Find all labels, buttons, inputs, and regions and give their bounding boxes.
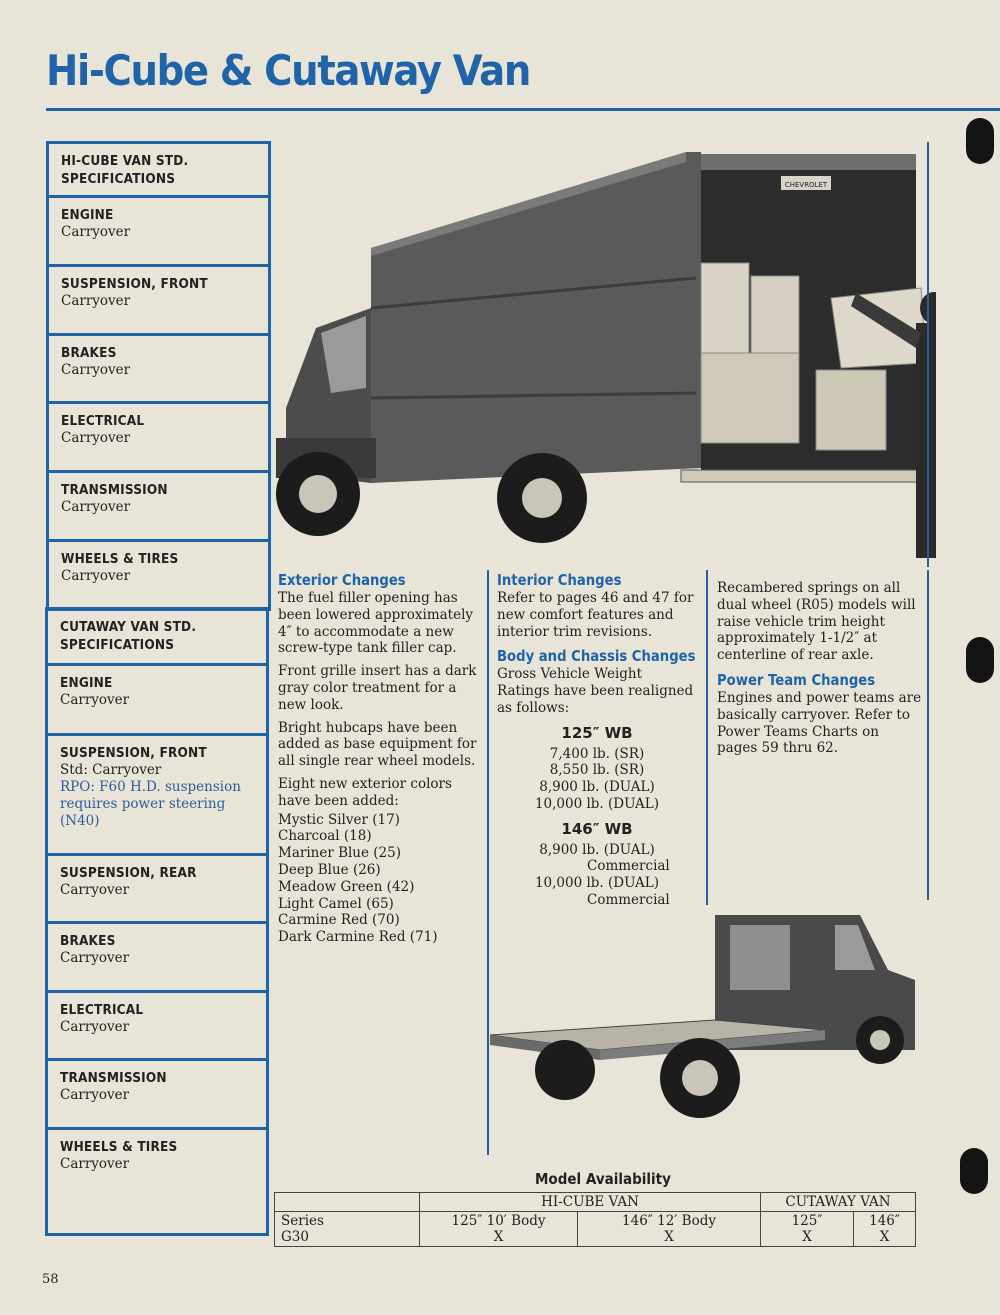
column-rule <box>927 570 929 900</box>
table-cell: HI-CUBE VAN <box>420 1193 761 1212</box>
spec-heading: ELECTRICAL <box>61 413 145 429</box>
page-number: 58 <box>42 1272 59 1287</box>
spec-wheels-tires <box>48 1127 269 1233</box>
column-rule <box>706 570 708 905</box>
binder-hole <box>960 1148 988 1194</box>
hicube-spec-list <box>46 141 271 611</box>
spec-heading: CUTAWAY VAN STD. SPECIFICATIONS <box>60 619 197 653</box>
spec-value: Carryover <box>61 224 131 240</box>
spec-value: Carryover <box>61 362 131 378</box>
color-item: Mariner Blue (25) <box>278 845 401 862</box>
exterior-text: Eight new exterior colors have been added: <box>278 775 452 809</box>
table-row <box>275 1212 916 1247</box>
column-label: 146″ <box>869 1213 900 1229</box>
table-cell <box>420 1212 578 1247</box>
spec-electrical <box>49 401 271 470</box>
exterior-text: Front grille insert has a dark gray color treatment for a new look. <box>278 663 477 713</box>
availability-mark: X <box>879 1229 890 1245</box>
column-rule <box>487 570 489 1155</box>
exterior-heading: Exterior Changes <box>278 571 406 589</box>
column-label: 125″ 10′ Body <box>451 1213 546 1229</box>
spec-transmission <box>49 470 271 539</box>
color-item: Dark Carmine Red (71) <box>278 929 438 946</box>
binder-hole <box>966 637 994 683</box>
spec-heading: SUSPENSION, REAR <box>60 865 197 881</box>
spec-heading: TRANSMISSION <box>60 1070 167 1086</box>
springs-text: Recambered springs on all dual wheel (R05) models will raise vehicle trim height approximately 1-1/2″ at centerline of rear axle. <box>717 580 916 664</box>
column-rule <box>927 142 929 567</box>
wb125-heading: 125″ WB <box>561 723 633 742</box>
availability-mark: X <box>802 1229 812 1245</box>
spec-value: Carryover <box>60 1087 130 1103</box>
table-cell <box>275 1212 420 1247</box>
power-team-heading: Power Team Changes <box>717 670 876 689</box>
color-item: Light Camel (65) <box>278 895 394 912</box>
gvwr-item: 10,000 lb. (DUAL) <box>534 795 660 812</box>
spec-engine <box>49 195 271 264</box>
exterior-text: The fuel filler opening has been lowered approximately 4″ to accommodate a new screw-type tank filler cap. <box>278 590 474 657</box>
spec-transmission <box>48 1058 269 1127</box>
power-team-text: Engines and power teams are basically carryover. Refer to Power Teams Charts on pages 59 thru 62. <box>717 689 922 757</box>
color-item: Carmine Red (70) <box>278 912 400 929</box>
availability-title: Model Availability <box>535 1170 671 1188</box>
spec-value: Carryover <box>60 692 130 708</box>
interior-heading: Interior Changes <box>497 571 622 589</box>
color-item: Meadow Green (42) <box>278 878 415 895</box>
availability-mark: X <box>664 1229 674 1245</box>
spec-suspension-front <box>49 264 271 333</box>
interior-body-column <box>497 570 697 942</box>
spec-value: Carryover <box>61 430 131 446</box>
spec-header-box <box>48 607 269 663</box>
series-value: G30 <box>281 1229 309 1245</box>
spec-value: Carryover <box>60 950 130 966</box>
spec-brakes <box>49 333 271 401</box>
gvwr-item: 10,000 lb. (DUAL) <box>534 875 660 892</box>
spec-heading: SUSPENSION, FRONT <box>61 276 208 292</box>
spec-header-box <box>49 141 271 195</box>
table-cell <box>578 1212 761 1247</box>
spec-heading: ENGINE <box>61 207 114 223</box>
gvwr-note: Commercial <box>587 891 670 908</box>
right-column <box>717 580 922 763</box>
availability-table <box>274 1192 916 1247</box>
color-item: Deep Blue (26) <box>278 861 381 878</box>
spec-heading: WHEELS & TIRES <box>61 551 179 567</box>
spec-heading: BRAKES <box>60 933 116 949</box>
brand-plate-text: CHEVROLET <box>784 181 828 189</box>
exterior-changes-column <box>278 570 478 946</box>
spec-heading: BRAKES <box>61 345 117 361</box>
spec-value: Carryover <box>60 1156 130 1172</box>
spec-heading: WHEELS & TIRES <box>60 1139 178 1155</box>
spec-heading: HI-CUBE VAN STD. SPECIFICATIONS <box>61 153 189 187</box>
spec-heading: SUSPENSION, FRONT <box>60 745 207 761</box>
spec-heading: ELECTRICAL <box>60 1002 144 1018</box>
table-cell: CUTAWAY VAN <box>761 1193 916 1212</box>
gvwr-item: 8,900 lb. (DUAL) <box>539 779 655 796</box>
spec-value: Carryover <box>61 568 131 584</box>
spec-value: Carryover <box>60 1019 130 1035</box>
body-chassis-heading: Body and Chassis Changes <box>497 647 696 666</box>
table-cell <box>854 1212 916 1247</box>
spec-value: Carryover <box>61 499 131 515</box>
spec-rpo-note: RPO: F60 H.D. suspension requires power steering (N40) <box>60 779 241 829</box>
exterior-text: Bright hubcaps have been added as base equipment for all single rear wheel models. <box>278 719 477 770</box>
table-row <box>275 1193 916 1212</box>
series-label: Series <box>281 1213 324 1229</box>
binder-hole <box>966 118 994 164</box>
column-label: 146″ 12′ Body <box>622 1213 716 1229</box>
spec-value: Carryover <box>61 293 131 309</box>
availability-mark: X <box>493 1229 504 1245</box>
color-list <box>278 812 478 946</box>
body-chassis-text: Gross Vehicle Weight Ratings have been realigned as follows: <box>497 666 694 716</box>
gvwr-item: 8,900 lb. (DUAL) <box>539 841 655 858</box>
column-label: 125″ <box>791 1213 823 1229</box>
spec-electrical <box>48 990 269 1058</box>
cutaway-van-photo <box>490 910 915 1130</box>
spec-wheels-tires <box>49 539 271 608</box>
spec-engine <box>48 663 269 733</box>
gvwr-item: 7,400 lb. (SR) <box>549 745 645 762</box>
color-item: Mystic Silver (17) <box>278 811 400 828</box>
spec-value: Std: Carryover <box>60 762 162 778</box>
title-rule <box>46 108 1000 111</box>
spec-heading: TRANSMISSION <box>61 482 168 498</box>
interior-text: Refer to pages 46 and 47 for new comfort features and interior trim revisions. <box>497 590 694 640</box>
cutaway-spec-list <box>45 607 269 1236</box>
spec-suspension-front <box>48 733 269 853</box>
hicube-van-photo <box>276 138 936 566</box>
color-item: Charcoal (18) <box>278 828 372 845</box>
gvwr-note: Commercial <box>587 858 670 875</box>
spec-value: Carryover <box>60 882 130 898</box>
table-cell <box>761 1212 854 1247</box>
gvwr-item: 8,550 lb. (SR) <box>549 762 645 779</box>
spec-heading: ENGINE <box>60 675 113 691</box>
table-cell <box>275 1193 420 1212</box>
spec-suspension-rear <box>48 853 269 921</box>
spec-brakes <box>48 921 269 990</box>
page-title: Hi-Cube & Cutaway Van <box>46 46 530 95</box>
wb146-heading: 146″ WB <box>561 819 633 838</box>
